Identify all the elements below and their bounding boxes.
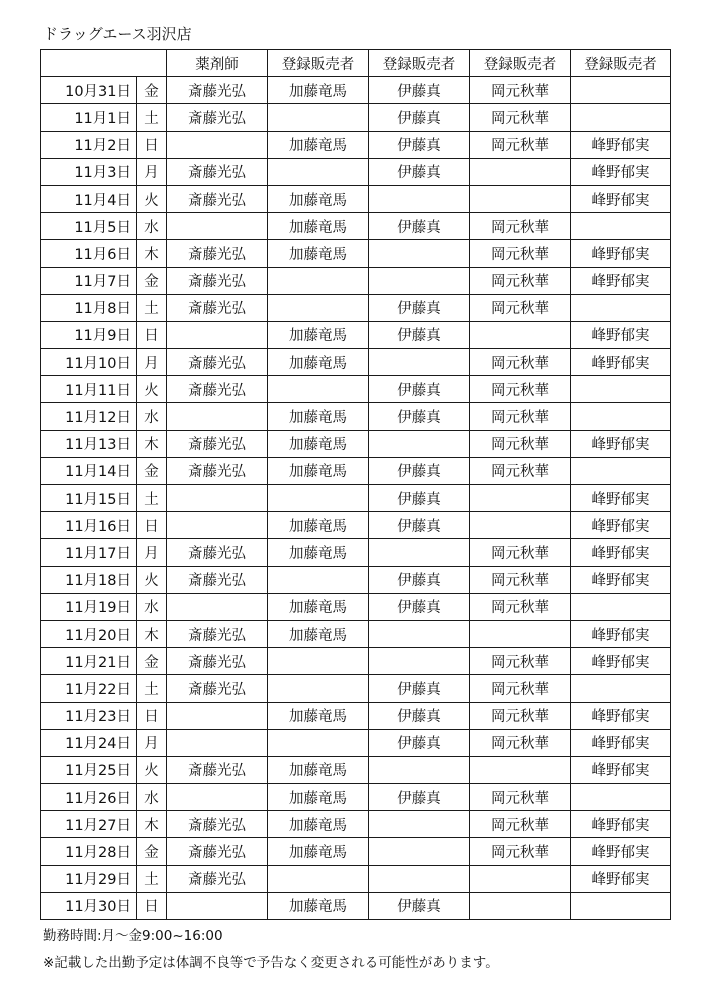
- pharmacist-cell: [167, 485, 268, 512]
- registered-seller-cell: 峰野郁実: [571, 838, 671, 865]
- date-cell: 11月11日: [41, 376, 137, 403]
- pharmacist-cell: 斎藤光弘: [167, 77, 268, 104]
- registered-seller-cell: 加藤竜馬: [268, 756, 369, 783]
- registered-seller-cell: [268, 294, 369, 321]
- registered-seller-cell: 岡元秋華: [470, 811, 571, 838]
- registered-seller-cell: [470, 512, 571, 539]
- registered-seller-cell: 岡元秋華: [470, 240, 571, 267]
- table-row: [41, 104, 671, 131]
- registered-seller-cell: 伊藤真: [369, 158, 470, 185]
- date-cell: 11月15日: [41, 485, 137, 512]
- table-row: [41, 756, 671, 783]
- table-header-row: [41, 50, 671, 77]
- registered-seller-cell: [369, 756, 470, 783]
- pharmacist-cell: 斎藤光弘: [167, 104, 268, 131]
- weekday-cell: 日: [137, 321, 167, 348]
- table-row: [41, 267, 671, 294]
- registered-seller-cell: 峰野郁実: [571, 539, 671, 566]
- registered-seller-cell: 加藤竜馬: [268, 349, 369, 376]
- pharmacist-cell: 斎藤光弘: [167, 457, 268, 484]
- registered-seller-cell: 加藤竜馬: [268, 213, 369, 240]
- table-row: [41, 403, 671, 430]
- registered-seller-cell: 峰野郁実: [571, 702, 671, 729]
- pharmacist-cell: [167, 593, 268, 620]
- registered-seller-cell: [571, 294, 671, 321]
- date-cell: 11月1日: [41, 104, 137, 131]
- registered-seller-cell: 加藤竜馬: [268, 457, 369, 484]
- registered-seller-cell: [369, 240, 470, 267]
- registered-seller-cell: [268, 485, 369, 512]
- date-cell: 11月25日: [41, 756, 137, 783]
- registered-seller-cell: 峰野郁実: [571, 811, 671, 838]
- weekday-cell: 火: [137, 185, 167, 212]
- working-hours-note: 勤務時間:月～金9:00~16:00: [43, 928, 223, 944]
- registered-seller-cell: 加藤竜馬: [268, 131, 369, 158]
- weekday-cell: 水: [137, 593, 167, 620]
- registered-seller-cell: 岡元秋華: [470, 403, 571, 430]
- pharmacist-cell: [167, 213, 268, 240]
- header-registered-seller-4: 登録販売者: [571, 50, 671, 77]
- weekday-cell: 水: [137, 403, 167, 430]
- date-cell: 10月31日: [41, 77, 137, 104]
- registered-seller-cell: 岡元秋華: [470, 675, 571, 702]
- weekday-cell: 日: [137, 131, 167, 158]
- table-row: [41, 77, 671, 104]
- table-row: [41, 294, 671, 321]
- date-cell: 11月21日: [41, 648, 137, 675]
- registered-seller-cell: 岡元秋華: [470, 729, 571, 756]
- weekday-cell: 金: [137, 267, 167, 294]
- weekday-cell: 月: [137, 349, 167, 376]
- registered-seller-cell: 加藤竜馬: [268, 784, 369, 811]
- registered-seller-cell: 岡元秋華: [470, 349, 571, 376]
- registered-seller-cell: 岡元秋華: [470, 213, 571, 240]
- registered-seller-cell: 岡元秋華: [470, 838, 571, 865]
- registered-seller-cell: [470, 485, 571, 512]
- registered-seller-cell: [369, 648, 470, 675]
- table-row: [41, 729, 671, 756]
- registered-seller-cell: 加藤竜馬: [268, 77, 369, 104]
- registered-seller-cell: [369, 620, 470, 647]
- table-row: [41, 620, 671, 647]
- registered-seller-cell: 加藤竜馬: [268, 892, 369, 919]
- registered-seller-cell: 加藤竜馬: [268, 702, 369, 729]
- registered-seller-cell: 伊藤真: [369, 702, 470, 729]
- registered-seller-cell: [470, 158, 571, 185]
- table-row: [41, 784, 671, 811]
- registered-seller-cell: 岡元秋華: [470, 131, 571, 158]
- registered-seller-cell: [369, 539, 470, 566]
- date-cell: 11月18日: [41, 566, 137, 593]
- registered-seller-cell: 加藤竜馬: [268, 593, 369, 620]
- date-cell: 11月29日: [41, 865, 137, 892]
- registered-seller-cell: 伊藤真: [369, 104, 470, 131]
- weekday-cell: 土: [137, 294, 167, 321]
- registered-seller-cell: [470, 321, 571, 348]
- registered-seller-cell: 伊藤真: [369, 675, 470, 702]
- weekday-cell: 水: [137, 784, 167, 811]
- pharmacist-cell: 斎藤光弘: [167, 240, 268, 267]
- registered-seller-cell: 岡元秋華: [470, 648, 571, 675]
- date-cell: 11月20日: [41, 620, 137, 647]
- registered-seller-cell: 伊藤真: [369, 892, 470, 919]
- date-cell: 11月5日: [41, 213, 137, 240]
- registered-seller-cell: [369, 838, 470, 865]
- pharmacist-cell: 斎藤光弘: [167, 648, 268, 675]
- header-registered-seller-2: 登録販売者: [369, 50, 470, 77]
- date-cell: 11月4日: [41, 185, 137, 212]
- registered-seller-cell: [369, 185, 470, 212]
- pharmacist-cell: 斎藤光弘: [167, 294, 268, 321]
- registered-seller-cell: 岡元秋華: [470, 566, 571, 593]
- weekday-cell: 金: [137, 457, 167, 484]
- registered-seller-cell: [571, 784, 671, 811]
- registered-seller-cell: [369, 811, 470, 838]
- date-cell: 11月8日: [41, 294, 137, 321]
- pharmacist-cell: 斎藤光弘: [167, 349, 268, 376]
- registered-seller-cell: [369, 349, 470, 376]
- schedule-change-disclaimer: ※記載した出勤予定は体調不良等で予告なく変更される可能性があります。: [43, 955, 499, 971]
- pharmacist-cell: 斎藤光弘: [167, 267, 268, 294]
- pharmacist-cell: 斎藤光弘: [167, 376, 268, 403]
- weekday-cell: 金: [137, 77, 167, 104]
- weekday-cell: 金: [137, 838, 167, 865]
- registered-seller-cell: 加藤竜馬: [268, 321, 369, 348]
- date-cell: 11月10日: [41, 349, 137, 376]
- pharmacist-cell: 斎藤光弘: [167, 158, 268, 185]
- registered-seller-cell: 岡元秋華: [470, 77, 571, 104]
- registered-seller-cell: 峰野郁実: [571, 321, 671, 348]
- weekday-cell: 水: [137, 213, 167, 240]
- registered-seller-cell: 伊藤真: [369, 403, 470, 430]
- registered-seller-cell: [571, 892, 671, 919]
- date-cell: 11月30日: [41, 892, 137, 919]
- registered-seller-cell: 加藤竜馬: [268, 185, 369, 212]
- weekday-cell: 木: [137, 430, 167, 457]
- registered-seller-cell: [470, 756, 571, 783]
- table-row: [41, 349, 671, 376]
- registered-seller-cell: 加藤竜馬: [268, 838, 369, 865]
- weekday-cell: 月: [137, 158, 167, 185]
- weekday-cell: 土: [137, 485, 167, 512]
- registered-seller-cell: 加藤竜馬: [268, 430, 369, 457]
- registered-seller-cell: 峰野郁実: [571, 485, 671, 512]
- registered-seller-cell: 峰野郁実: [571, 648, 671, 675]
- registered-seller-cell: [268, 675, 369, 702]
- weekday-cell: 土: [137, 675, 167, 702]
- registered-seller-cell: [571, 213, 671, 240]
- weekday-cell: 日: [137, 512, 167, 539]
- table-row: [41, 675, 671, 702]
- registered-seller-cell: 岡元秋華: [470, 267, 571, 294]
- registered-seller-cell: 伊藤真: [369, 376, 470, 403]
- registered-seller-cell: [268, 104, 369, 131]
- registered-seller-cell: 岡元秋華: [470, 294, 571, 321]
- weekday-cell: 木: [137, 811, 167, 838]
- date-cell: 11月17日: [41, 539, 137, 566]
- pharmacist-cell: [167, 784, 268, 811]
- weekday-cell: 木: [137, 240, 167, 267]
- registered-seller-cell: 峰野郁実: [571, 158, 671, 185]
- weekday-cell: 月: [137, 729, 167, 756]
- weekday-cell: 土: [137, 104, 167, 131]
- registered-seller-cell: 岡元秋華: [470, 104, 571, 131]
- date-cell: 11月12日: [41, 403, 137, 430]
- header-registered-seller-1: 登録販売者: [268, 50, 369, 77]
- date-cell: 11月24日: [41, 729, 137, 756]
- date-cell: 11月16日: [41, 512, 137, 539]
- registered-seller-cell: 岡元秋華: [470, 457, 571, 484]
- registered-seller-cell: 加藤竜馬: [268, 539, 369, 566]
- registered-seller-cell: 峰野郁実: [571, 185, 671, 212]
- date-cell: 11月28日: [41, 838, 137, 865]
- pharmacist-cell: 斎藤光弘: [167, 865, 268, 892]
- pharmacist-cell: [167, 892, 268, 919]
- date-cell: 11月7日: [41, 267, 137, 294]
- registered-seller-cell: 峰野郁実: [571, 620, 671, 647]
- registered-seller-cell: 加藤竜馬: [268, 512, 369, 539]
- registered-seller-cell: 伊藤真: [369, 77, 470, 104]
- table-row: [41, 430, 671, 457]
- weekday-cell: 月: [137, 539, 167, 566]
- table-row: [41, 566, 671, 593]
- date-cell: 11月22日: [41, 675, 137, 702]
- table-row: [41, 213, 671, 240]
- registered-seller-cell: 伊藤真: [369, 294, 470, 321]
- registered-seller-cell: [571, 376, 671, 403]
- pharmacist-cell: 斎藤光弘: [167, 185, 268, 212]
- registered-seller-cell: 伊藤真: [369, 321, 470, 348]
- table-row: [41, 457, 671, 484]
- registered-seller-cell: 峰野郁実: [571, 240, 671, 267]
- table-row: [41, 865, 671, 892]
- pharmacist-cell: 斎藤光弘: [167, 811, 268, 838]
- registered-seller-cell: [571, 77, 671, 104]
- weekday-cell: 火: [137, 566, 167, 593]
- table-row: [41, 702, 671, 729]
- registered-seller-cell: 峰野郁実: [571, 267, 671, 294]
- table-row: [41, 593, 671, 620]
- table-row: [41, 240, 671, 267]
- registered-seller-cell: 伊藤真: [369, 512, 470, 539]
- registered-seller-cell: 峰野郁実: [571, 131, 671, 158]
- registered-seller-cell: 峰野郁実: [571, 756, 671, 783]
- registered-seller-cell: [369, 430, 470, 457]
- header-registered-seller-3: 登録販売者: [470, 50, 571, 77]
- registered-seller-cell: 峰野郁実: [571, 566, 671, 593]
- registered-seller-cell: [470, 620, 571, 647]
- date-cell: 11月6日: [41, 240, 137, 267]
- registered-seller-cell: [268, 158, 369, 185]
- pharmacist-cell: 斎藤光弘: [167, 675, 268, 702]
- registered-seller-cell: [268, 376, 369, 403]
- registered-seller-cell: [268, 566, 369, 593]
- pharmacist-cell: 斎藤光弘: [167, 566, 268, 593]
- registered-seller-cell: [470, 865, 571, 892]
- registered-seller-cell: [470, 892, 571, 919]
- table-row: [41, 485, 671, 512]
- registered-seller-cell: 岡元秋華: [470, 702, 571, 729]
- registered-seller-cell: 峰野郁実: [571, 865, 671, 892]
- registered-seller-cell: [571, 403, 671, 430]
- date-cell: 11月19日: [41, 593, 137, 620]
- registered-seller-cell: 伊藤真: [369, 729, 470, 756]
- registered-seller-cell: 岡元秋華: [470, 593, 571, 620]
- weekday-cell: 木: [137, 620, 167, 647]
- registered-seller-cell: 加藤竜馬: [268, 403, 369, 430]
- table-row: [41, 321, 671, 348]
- registered-seller-cell: [571, 593, 671, 620]
- registered-seller-cell: 岡元秋華: [470, 784, 571, 811]
- pharmacist-cell: 斎藤光弘: [167, 539, 268, 566]
- pharmacist-cell: 斎藤光弘: [167, 756, 268, 783]
- registered-seller-cell: 岡元秋華: [470, 430, 571, 457]
- weekday-cell: 日: [137, 702, 167, 729]
- registered-seller-cell: [571, 675, 671, 702]
- table-row: [41, 811, 671, 838]
- registered-seller-cell: 伊藤真: [369, 457, 470, 484]
- header-date-cell: [41, 50, 167, 77]
- registered-seller-cell: [268, 648, 369, 675]
- registered-seller-cell: [268, 267, 369, 294]
- pharmacist-cell: [167, 403, 268, 430]
- pharmacist-cell: [167, 729, 268, 756]
- date-cell: 11月9日: [41, 321, 137, 348]
- registered-seller-cell: 岡元秋華: [470, 376, 571, 403]
- registered-seller-cell: [571, 457, 671, 484]
- pharmacist-cell: 斎藤光弘: [167, 430, 268, 457]
- table-row: [41, 376, 671, 403]
- date-cell: 11月13日: [41, 430, 137, 457]
- table-row: [41, 892, 671, 919]
- registered-seller-cell: [268, 865, 369, 892]
- registered-seller-cell: 伊藤真: [369, 566, 470, 593]
- registered-seller-cell: [268, 729, 369, 756]
- registered-seller-cell: 加藤竜馬: [268, 240, 369, 267]
- registered-seller-cell: 伊藤真: [369, 593, 470, 620]
- date-cell: 11月3日: [41, 158, 137, 185]
- registered-seller-cell: 峰野郁実: [571, 512, 671, 539]
- registered-seller-cell: 加藤竜馬: [268, 620, 369, 647]
- pharmacist-cell: 斎藤光弘: [167, 620, 268, 647]
- registered-seller-cell: 峰野郁実: [571, 729, 671, 756]
- registered-seller-cell: 峰野郁実: [571, 349, 671, 376]
- registered-seller-cell: 伊藤真: [369, 485, 470, 512]
- registered-seller-cell: [470, 185, 571, 212]
- table-row: [41, 131, 671, 158]
- registered-seller-cell: 伊藤真: [369, 213, 470, 240]
- date-cell: 11月14日: [41, 457, 137, 484]
- table-row: [41, 648, 671, 675]
- table-row: [41, 838, 671, 865]
- weekday-cell: 土: [137, 865, 167, 892]
- table-row: [41, 158, 671, 185]
- date-cell: 11月27日: [41, 811, 137, 838]
- schedule-body: [41, 77, 671, 920]
- registered-seller-cell: [571, 104, 671, 131]
- pharmacist-cell: 斎藤光弘: [167, 838, 268, 865]
- registered-seller-cell: 加藤竜馬: [268, 811, 369, 838]
- store-title: ドラッグエース羽沢店: [43, 25, 192, 43]
- registered-seller-cell: 岡元秋華: [470, 539, 571, 566]
- registered-seller-cell: [369, 865, 470, 892]
- weekday-cell: 金: [137, 648, 167, 675]
- table-row: [41, 512, 671, 539]
- registered-seller-cell: 伊藤真: [369, 131, 470, 158]
- pharmacist-cell: [167, 512, 268, 539]
- registered-seller-cell: 峰野郁実: [571, 430, 671, 457]
- registered-seller-cell: [369, 267, 470, 294]
- pharmacist-cell: [167, 702, 268, 729]
- weekday-cell: 火: [137, 376, 167, 403]
- date-cell: 11月23日: [41, 702, 137, 729]
- weekday-cell: 日: [137, 892, 167, 919]
- header-pharmacist: 薬剤師: [167, 50, 268, 77]
- table-row: [41, 539, 671, 566]
- shift-schedule-table: [40, 49, 671, 920]
- registered-seller-cell: 伊藤真: [369, 784, 470, 811]
- weekday-cell: 火: [137, 756, 167, 783]
- pharmacist-cell: [167, 321, 268, 348]
- table-row: [41, 185, 671, 212]
- pharmacist-cell: [167, 131, 268, 158]
- date-cell: 11月26日: [41, 784, 137, 811]
- date-cell: 11月2日: [41, 131, 137, 158]
